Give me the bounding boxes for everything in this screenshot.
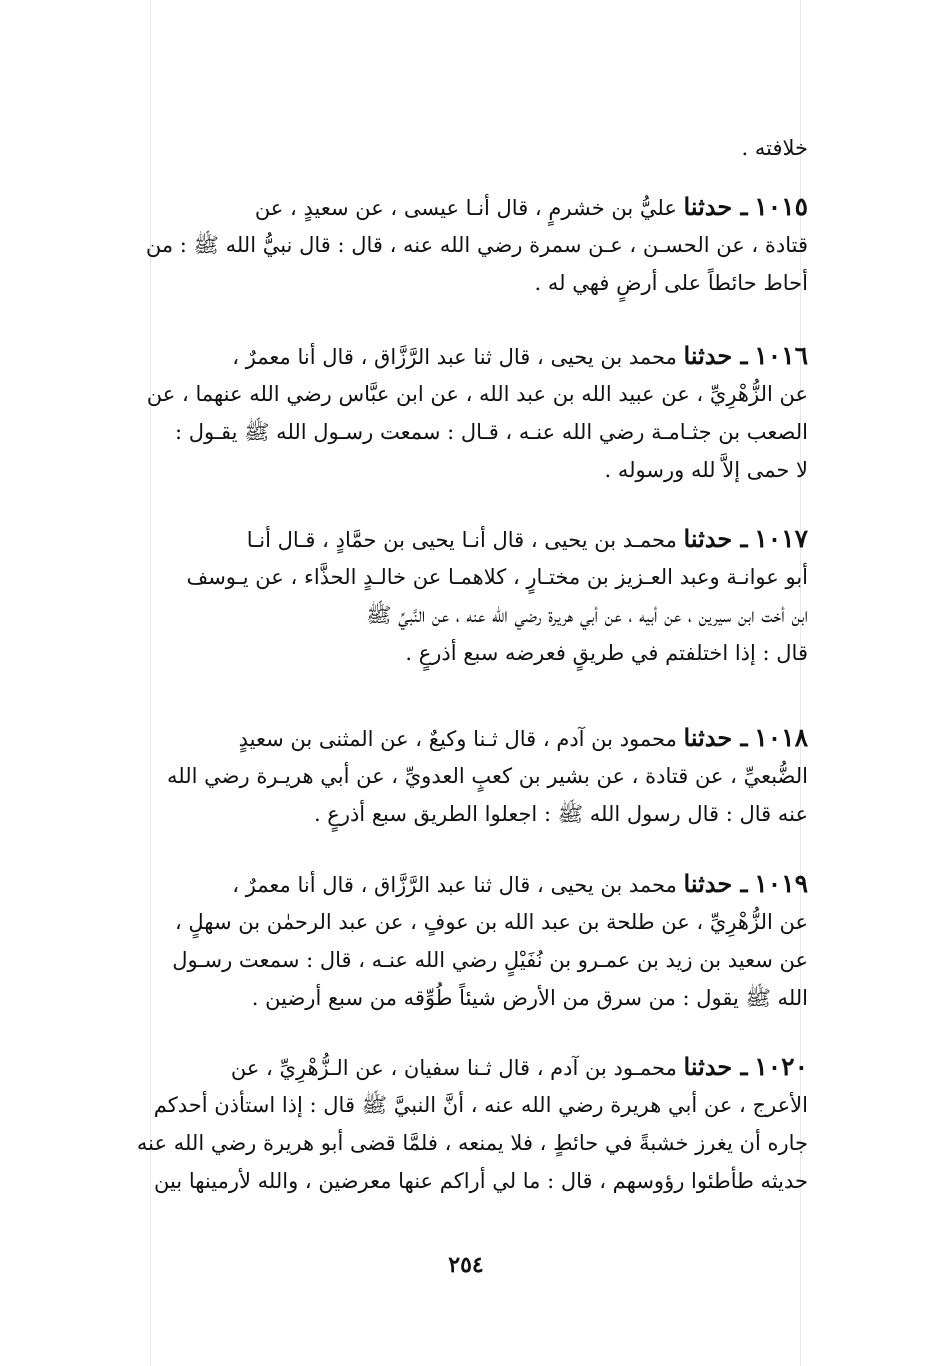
hadith-1020 bbox=[118, 1048, 808, 1200]
text-line: عن سعيد بن زيد بن عمـرو بن نُفَيْلٍ رضي الله عنـه ، قال : سمعت رسـول bbox=[172, 948, 808, 972]
text-line: عن الزُّهْرِيِّ ، عن عبيد الله بن عبد الله ، عن ابن عبَّاس رضي الله عنهما ، عن bbox=[146, 382, 808, 406]
hadith-number: ١٠١٥ bbox=[754, 192, 808, 221]
hadith-1016 bbox=[118, 337, 808, 489]
text-run: محمـد بن يحيى ، قال أنـا يحيى بن حمَّادٍ ، قـال أنـا bbox=[246, 528, 677, 552]
page-number: ٢٥٤ bbox=[448, 1252, 484, 1278]
text-line bbox=[118, 337, 808, 375]
text-line bbox=[118, 188, 808, 226]
text-line: الأعرج ، عن أبي هريرة رضي الله عنه ، أنَّ النبيَّ ﷺ قال : إذا استأذن أحدكم bbox=[153, 1093, 808, 1117]
text-line bbox=[118, 719, 808, 757]
text-line: عنه قال : قال رسول الله ﷺ : اجعلوا الطريق سبع أذرعٍ . bbox=[313, 802, 808, 826]
text-line: ابن أخت ابن سيرين ، عن أبيه ، عن أبي هريرة رضي الله عنه ، عن النَّبيِّ ﷺ bbox=[366, 603, 808, 627]
text-run: محمود بن آدم ، قال ثـنا وكيعٌ ، عن المثنى بن سعيدٍ bbox=[238, 727, 677, 751]
hadith-keyword: ـ حدثنا bbox=[683, 1052, 748, 1081]
text-line: الضُّبعيِّ ، عن قتادة ، عن بشير بن كعبٍ العدويِّ ، عن أبي هريـرة رضي الله bbox=[167, 764, 808, 788]
text-line: خلافته . bbox=[741, 136, 808, 160]
hadith-1018 bbox=[118, 719, 808, 833]
hadith-number: ١٠١٨ bbox=[754, 723, 808, 752]
text-line: الله ﷺ يقول : من سرق من الأرض شيئاً طُوِّقه من سبع أرضين . bbox=[251, 986, 808, 1010]
text-line bbox=[118, 865, 808, 903]
hadith-keyword: ـ حدثنا bbox=[683, 341, 748, 370]
text-run: محمد بن يحيى ، قال ثنا عبد الرَّزَّاق ، قال أنا معمرٌ ، bbox=[232, 345, 677, 369]
text-line: حديثه طأطئوا رؤوسهم ، قال : ما لي أراكم عنها معرضين ، والله لأرمينها بين bbox=[153, 1169, 808, 1193]
text-line: جاره أن يغرز خشبةً في حائطٍ ، فلا يمنعه ، فلمَّا قضى أبو هريرة رضي الله عنه bbox=[136, 1131, 808, 1155]
intro-paragraph bbox=[118, 129, 808, 167]
text-line bbox=[118, 1048, 808, 1086]
hadith-keyword: ـ حدثنا bbox=[683, 524, 748, 553]
hadith-number: ١٠١٦ bbox=[754, 341, 808, 370]
hadith-keyword: ـ حدثنا bbox=[683, 192, 748, 221]
hadith-1017 bbox=[118, 520, 808, 672]
text-line: قال : إذا اختلفتم في طريقٍ فعرضه سبع أذرعٍ . bbox=[405, 641, 808, 665]
hadith-number: ١٠١٩ bbox=[754, 869, 808, 898]
hadith-1019 bbox=[118, 865, 808, 1017]
hadith-keyword: ـ حدثنا bbox=[683, 869, 748, 898]
text-run: محمد بن يحيى ، قال ثنا عبد الرَّزَّاق ، قال أنا معمرٌ ، bbox=[232, 873, 677, 897]
text-line: لا حمى إلاَّ لله ورسوله . bbox=[604, 458, 808, 482]
text-line: عن الزُّهْرِيِّ ، عن طلحة بن عبد الله بن عوفٍ ، عن عبد الرحمٰن بن سهلٍ ، bbox=[174, 910, 808, 934]
text-run: محمـود بن آدم ، قال ثـنا سفيان ، عن الـزُّهْرِيِّ ، عن bbox=[230, 1056, 677, 1080]
text-line: أحاط حائطاً على أرضٍ فهي له . bbox=[534, 271, 808, 295]
hadith-keyword: ـ حدثنا bbox=[683, 723, 748, 752]
text-line: قتادة ، عن الحسـن ، عـن سمرة رضي الله عنه ، قال : قال نبيُّ الله ﷺ : من bbox=[145, 233, 808, 257]
text-line bbox=[118, 520, 808, 558]
hadith-number: ١٠١٧ bbox=[754, 524, 808, 553]
text-line: الصعب بن جثـامـة رضي الله عنـه ، قـال : سمعت رسـول الله ﷺ يقـول : bbox=[174, 420, 808, 444]
hadith-1015 bbox=[118, 188, 808, 302]
text-line: أبو عوانـة وعبد العـزيز بن مختـارٍ ، كلاهمـا عن خالـدٍ الحذَّاء ، عن يـوسف bbox=[186, 565, 808, 589]
text-run: عليُّ بن خشرمٍ ، قال أنـا عيسى ، عن سعيدٍ ، عن bbox=[254, 196, 677, 220]
hadith-number: ١٠٢٠ bbox=[754, 1052, 808, 1081]
